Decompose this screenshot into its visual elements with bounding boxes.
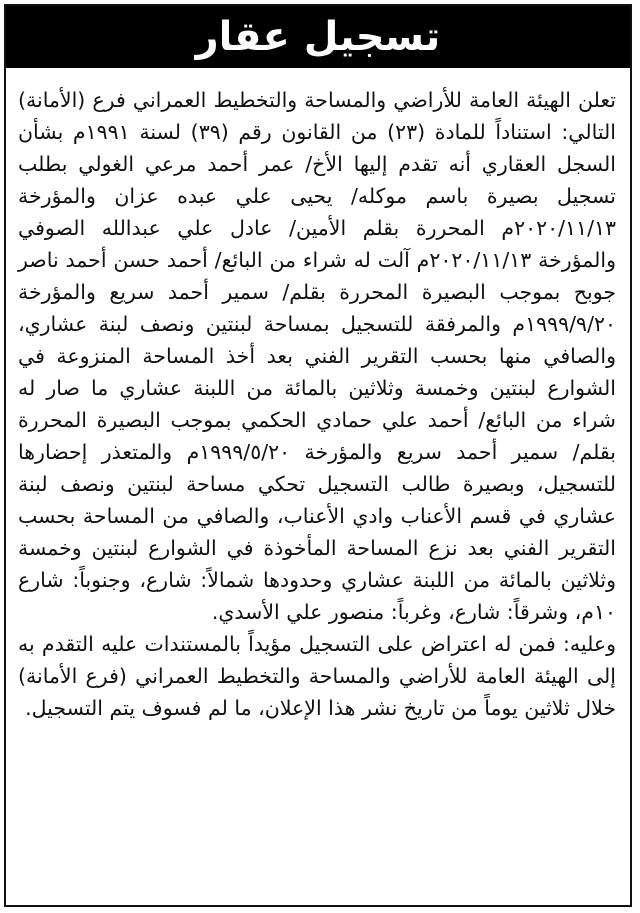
notice-header [6, 6, 630, 68]
notice-paragraph-main: تعلن الهيئة العامة للأراضي والمساحة والتخطيط العمراني فرع (الأمانة) التالي: استناداً للمادة (٢٣) من القانون رقم (٣٩) لسنة ١٩٩١م بشأن السجل العقاري أنه تقدم إليها الأخ/ عمر أحمد مرعي الغولي بطلب تسجيل بصيرة باسم موكله/ يحيى علي عبده عزان والمؤرخة ٢٠٢٠/١١/١٣م المحررة بقلم الأمين/ عادل علي عبدالله الصوفي والمؤرخة ٢٠٢٠/١١/١٣م آلت له شراء من البائع/ أحمد حسن أحمد ناصر جوبح بموجب البصيرة المحررة بقلم/ سمير أحمد سريع والمؤرخة ١٩٩٩/٩/٢٠م والمرفقة للتسجيل بمساحة لبنتين ونصف لبنة عشاري، والصافي منها بحسب التقرير الفني بعد أخذ المساحة المنزوعة في الشوارع لبنتين وخمسة وثلاثين بالمائة من اللبنة عشاري ما صار له شراء من البائع/ أحمد علي حمادي الحكمي بموجب البصيرة المحررة بقلم/ سمير أحمد سريع والمؤرخة ١٩٩٩/٥/٢٠م والمتعذر إحضارها للتسجيل، وبصيرة طالب التسجيل تحكي مساحة لبنتين ونصف لبنة عشاري في قسم الأعناب وادي الأعناب، والصافي من المساحة بحسب التقرير الفني بعد نزع المساحة المأخوذة في الشوارع لبنتين وخمسة وثلاثين بالمائة من اللبنة عشاري وحدودها شمالاً: شارع، وجنوباً: شارع ١٠م، وشرقاً: شارع، وغرباً: منصور علي الأسدي. [18, 88, 617, 624]
notice-title: تسجيل عقار [195, 14, 441, 60]
notice-body [18, 84, 616, 724]
notice-paragraph-objection: وعليه: فمن له اعتراض على التسجيل مؤيداً بالمستندات عليه التقدم به إلى الهيئة العامة للأراضي والمساحة والتخطيط العمراني (فرع الأمانة) خلال ثلاثين يوماً من تاريخ نشر هذا الإعلان، ما لم فسوف يتم التسجيل. [18, 632, 616, 720]
notice-frame [4, 4, 632, 907]
